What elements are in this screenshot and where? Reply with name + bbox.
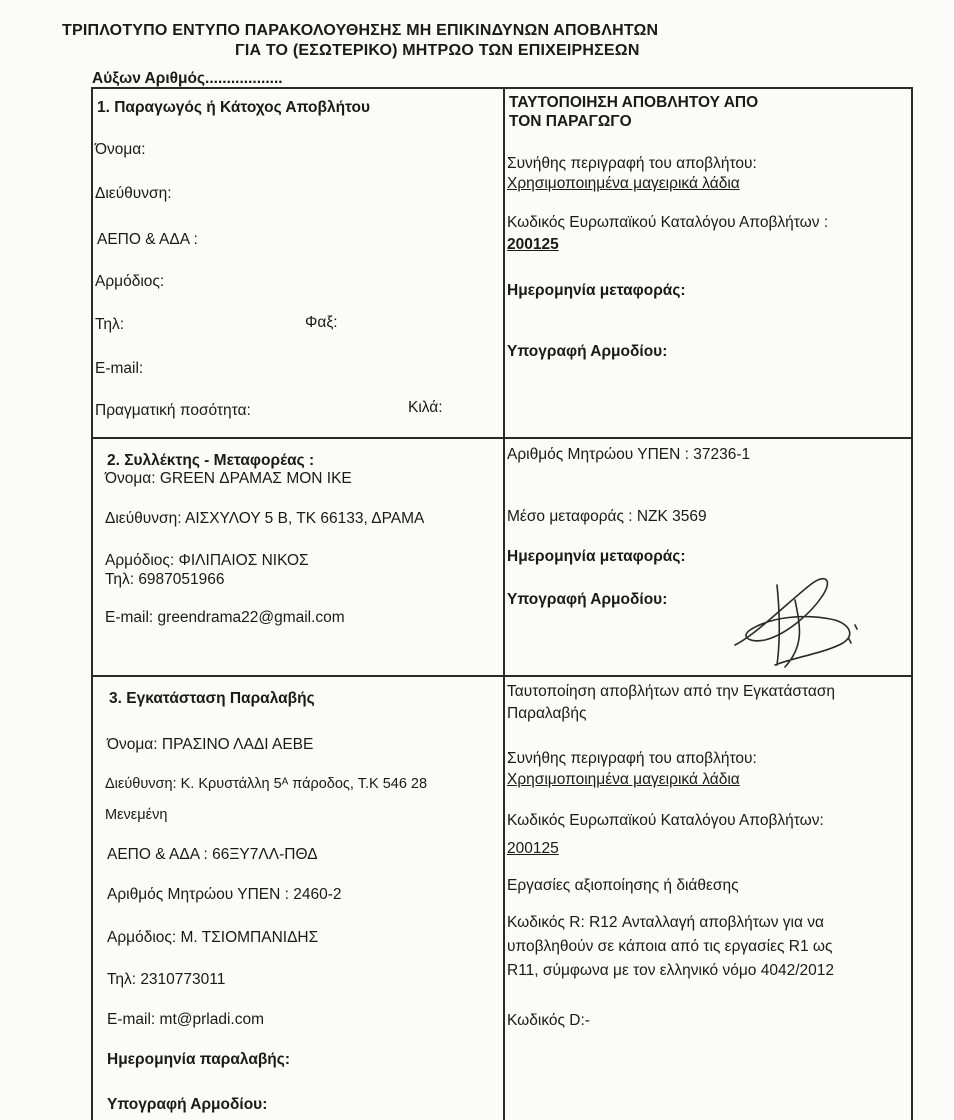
facility-name: Όνομα: ΠΡΑΣΙΝΟ ΛΑΔΙ ΑΕΒΕ bbox=[107, 736, 314, 753]
facility-signature-label: Υπογραφή Αρμοδίου: bbox=[107, 1096, 268, 1113]
producer-waste-description-value: Χρησιμοποιημένα μαγειρικά λάδια bbox=[507, 175, 740, 192]
facility-email: E-mail: mt@prladi.com bbox=[107, 1011, 264, 1028]
producer-name-label: Όνομα: bbox=[95, 141, 146, 158]
producer-responsible-label: Αρμόδιος: bbox=[95, 273, 165, 290]
producer-kilos-label: Κιλά: bbox=[408, 399, 443, 416]
producer-ewc-value: 200125 bbox=[507, 236, 559, 253]
producer-email-label: E-mail: bbox=[95, 360, 144, 377]
producer-address-label: Διεύθυνση: bbox=[95, 185, 172, 202]
handwritten-signature bbox=[715, 565, 875, 675]
carrier-name: Όνομα: GREEN ΔΡΑΜΑΣ ΜΟΝ ΙΚΕ bbox=[105, 470, 352, 487]
producer-signature-label: Υπογραφή Αρμοδίου: bbox=[507, 343, 668, 360]
table-right-border bbox=[911, 87, 913, 1120]
facility-ewc-value: 200125 bbox=[507, 840, 559, 857]
form-title-line1: ΤΡΙΠΛΟΤΥΠΟ ΕΝΤΥΠΟ ΠΑΡΑΚΟΛΟΥΘΗΣΗΣ ΜΗ ΕΠΙΚΙΝΔΥΝΩΝ ΑΠΟΒΛΗΤΩΝ bbox=[62, 22, 659, 39]
row2-bottom-border bbox=[91, 675, 913, 677]
facility-r-code-line3: R11, σύμφωνα με τον ελληνικό νόμο 4042/2012 bbox=[507, 962, 834, 979]
table-center-divider bbox=[503, 87, 505, 1120]
facility-receipt-date-label: Ημερομηνία παραλαβής: bbox=[107, 1051, 290, 1068]
facility-registry-number: Αριθμός Μητρώου ΥΠΕΝ : 2460-2 bbox=[107, 886, 342, 903]
carrier-email: E-mail: greendrama22@gmail.com bbox=[105, 609, 345, 626]
facility-aepo: ΑΕΠΟ & ΑΔΑ : 66ΞΥ7ΛΛ-ΠΘΔ bbox=[107, 846, 318, 863]
facility-d-code: Κωδικός D:- bbox=[507, 1012, 590, 1029]
serial-number-label: Αύξων Αριθμός.................. bbox=[92, 70, 283, 87]
facility-phone: Τηλ: 2310773011 bbox=[107, 971, 226, 988]
facility-ewc-label: Κωδικός Ευρωπαϊκού Καταλόγου Αποβλήτων: bbox=[507, 812, 824, 829]
section1-heading: 1. Παραγωγός ή Κάτοχος Αποβλήτου bbox=[97, 99, 371, 116]
facility-waste-id-heading-line2: Παραλαβής bbox=[507, 705, 587, 722]
facility-address-line1: Διεύθυνση: Κ. Κρυστάλλη 5ᴬ πάροδος, Τ.Κ 546 28 bbox=[105, 776, 428, 792]
facility-waste-description-value: Χρησιμοποιημένα μαγειρικά λάδια bbox=[507, 771, 740, 788]
facility-waste-description-label: Συνήθης περιγραφή του αποβλήτου: bbox=[507, 750, 757, 767]
producer-phone-label: Τηλ: bbox=[95, 316, 125, 333]
producer-waste-id-heading-line2: ΤΟΝ ΠΑΡΑΓΩΓΟ bbox=[509, 113, 632, 130]
table-left-border bbox=[91, 87, 93, 1120]
carrier-phone: Τηλ: 6987051966 bbox=[105, 571, 225, 588]
carrier-responsible: Αρμόδιος: ΦΙΛΙΠΑΙΟΣ ΝΙΚΟΣ bbox=[105, 552, 309, 569]
producer-transport-date-label: Ημερομηνία μεταφοράς: bbox=[507, 282, 686, 299]
table-top-border bbox=[91, 87, 913, 89]
facility-r-code-line1: Κωδικός R: R12 Ανταλλαγή αποβλήτων για να bbox=[507, 914, 824, 931]
facility-r-code-line2: υποβληθούν σε κάποια από τις εργασίες R1 ως bbox=[507, 938, 833, 955]
facility-operations-label: Εργασίες αξιοποίησης ή διάθεσης bbox=[507, 877, 739, 894]
producer-waste-description-label: Συνήθης περιγραφή του αποβλήτου: bbox=[507, 155, 757, 172]
producer-ewc-label: Κωδικός Ευρωπαϊκού Καταλόγου Αποβλήτων : bbox=[507, 214, 829, 231]
carrier-vehicle: Μέσο μεταφοράς : ΝΖΚ 3569 bbox=[507, 508, 707, 525]
carrier-transport-date-label: Ημερομηνία μεταφοράς: bbox=[507, 548, 686, 565]
carrier-signature-label: Υπογραφή Αρμοδίου: bbox=[507, 591, 668, 608]
carrier-registry-number: Αριθμός Μητρώου ΥΠΕΝ : 37236-1 bbox=[507, 446, 751, 463]
section3-heading: 3. Εγκατάσταση Παραλαβής bbox=[109, 690, 315, 707]
facility-responsible: Αρμόδιος: Μ. ΤΣΙΟΜΠΑΝΙΔΗΣ bbox=[107, 929, 319, 946]
facility-waste-id-heading-line1: Ταυτοποίηση αποβλήτων από την Εγκατάσταση bbox=[507, 683, 836, 700]
carrier-address: Διεύθυνση: ΑΙΣΧΥΛΟΥ 5 Β, ΤΚ 66133, ΔΡΑΜΑ bbox=[105, 510, 425, 527]
section2-heading: 2. Συλλέκτης - Μεταφορέας : bbox=[107, 452, 315, 469]
row1-bottom-border bbox=[91, 437, 913, 439]
form-title-line2: ΓΙΑ ΤΟ (ΕΣΩΤΕΡΙΚΟ) ΜΗΤΡΩΟ ΤΩΝ ΕΠΙΧΕΙΡΗΣΕΩΝ bbox=[235, 42, 640, 59]
producer-waste-id-heading-line1: ΤΑΥΤΟΠΟΙΗΣΗ ΑΠΟΒΛΗΤΟΥ ΑΠΟ bbox=[509, 94, 759, 111]
producer-quantity-label: Πραγματική ποσότητα: bbox=[95, 402, 251, 419]
producer-aepo-label: ΑΕΠΟ & ΑΔΑ : bbox=[97, 231, 198, 248]
producer-fax-label: Φαξ: bbox=[305, 314, 338, 331]
facility-address-line2: Μενεμένη bbox=[105, 807, 168, 823]
